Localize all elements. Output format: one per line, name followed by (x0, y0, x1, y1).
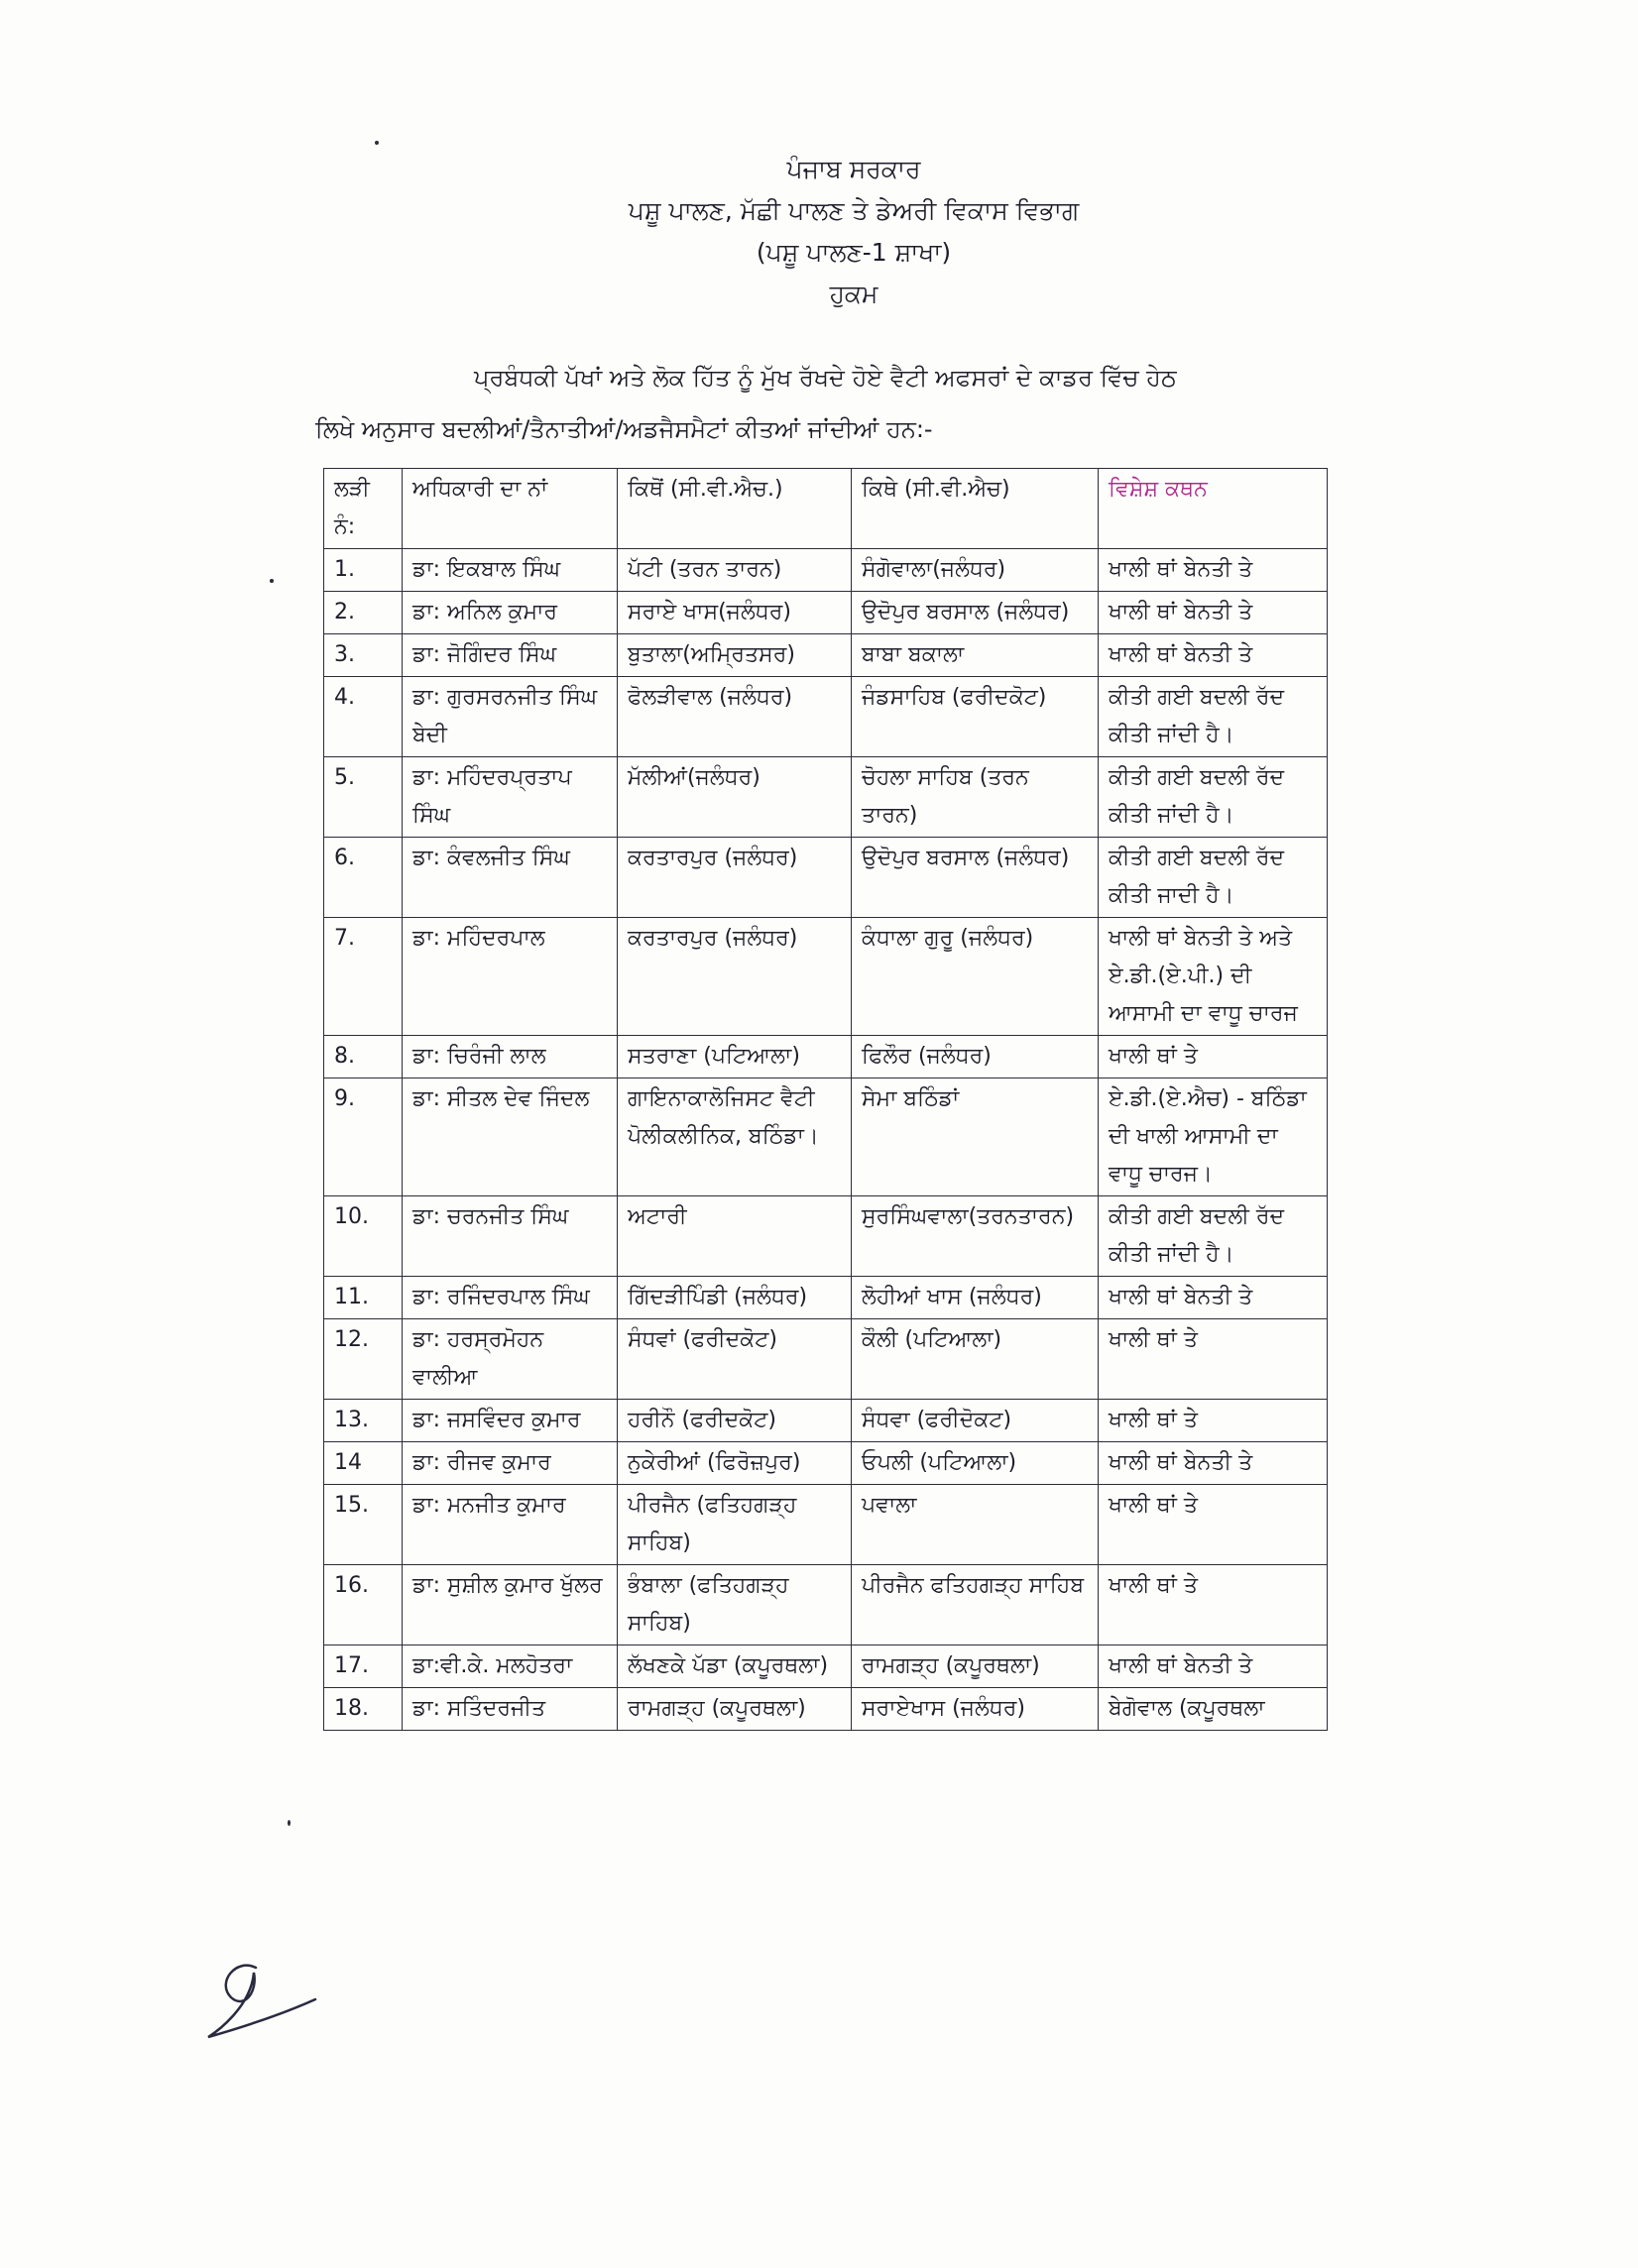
table-row (324, 1645, 1328, 1688)
row-remark: ਖਾਲੀ ਥਾਂ ਬੇਨਤੀ ਤੇ (1099, 1277, 1328, 1319)
row-remark: ਖਾਲੀ ਥਾਂ ਬੇਨਤੀ ਤੇ (1099, 1442, 1328, 1485)
scan-speck (270, 579, 274, 583)
table-row (324, 1036, 1328, 1078)
row-to: ਓਪਲੀ (ਪਟਿਆਲਾ) (852, 1442, 1099, 1485)
transfer-table (323, 468, 1328, 1731)
row-to: ਸੁਰਸਿੰਘਵਾਲਾ(ਤਰਨਤਾਰਨ) (852, 1196, 1099, 1277)
table-header-row (324, 469, 1328, 549)
row-serial: 1. (324, 549, 403, 592)
row-remark: ਖਾਲੀ ਥਾਂ ਤੇ (1099, 1565, 1328, 1645)
header-department: ਪਸ਼ੂ ਪਾਲਣ, ਮੱਛੀ ਪਾਲਣ ਤੇ ਡੇਅਰੀ ਵਿਕਾਸ ਵਿਭਾਗ (628, 196, 1080, 225)
row-serial: 7. (324, 918, 403, 1036)
row-from: ਮੱਲੀਆਂ(ਜਲੰਧਰ) (618, 757, 852, 838)
table-row (324, 838, 1328, 918)
row-from: ਨੁਕੇਰੀਆਂ (ਫਿਰੋਜ਼ਪੁਰ) (618, 1442, 852, 1485)
row-to: ਕੌਲੀ (ਪਟਿਆਲਾ) (852, 1319, 1099, 1400)
row-serial: 11. (324, 1277, 403, 1319)
row-to: ਕੰਧਾਲਾ ਗੁਰੂ (ਜਲੰਧਰ) (852, 918, 1099, 1036)
table-row (324, 918, 1328, 1036)
table-row (324, 1565, 1328, 1645)
table-row (324, 757, 1328, 838)
intro-line-2: ਲਿਖੇ ਅਨੁਸਾਰ ਬਦਲੀਆਂ/ਤੈਨਾਤੀਆਂ/ਅਡਜੈਸਮੈਟਾਂ ਕੀਤਆਂ ਜਾਂਦੀਆਂ ਹਨ:- (315, 415, 933, 443)
row-to: ਪਵਾਲਾ (852, 1485, 1099, 1565)
table-row (324, 1078, 1328, 1196)
row-remark: ਖਾਲੀ ਥਾਂ ਤੇ (1099, 1400, 1328, 1442)
table-row (324, 1319, 1328, 1400)
row-to: ਜੰਡਸਾਹਿਬ (ਫਰੀਦਕੋਟ) (852, 677, 1099, 757)
row-to: ਉਦੋਪੁਰ ਬਰਸਾਲ (ਜਲੰਧਰ) (852, 592, 1099, 634)
row-serial: 13. (324, 1400, 403, 1442)
col-header-from: ਕਿਥੋਂ (ਸੀ.ਵੀ.ਐਚ.) (618, 469, 852, 549)
row-officer-name: ਡਾ: ਕੰਵਲਜੀਤ ਸਿੰਘ (403, 838, 618, 918)
row-remark: ਖਾਲੀ ਥਾਂ ਬੇਨਤੀ ਤੇ ਅਤੇ ਏ.ਡੀ.(ਏ.ਪੀ.) ਦੀ ਆਸਾਮੀ ਦਾ ਵਾਧੂ ਚਾਰਜ (1099, 918, 1328, 1036)
table-row (324, 1485, 1328, 1565)
col-header-to: ਕਿਥੇ (ਸੀ.ਵੀ.ਐਚ) (852, 469, 1099, 549)
row-remark: ਖਾਲੀ ਥਾਂ ਤੇ (1099, 1036, 1328, 1078)
row-serial: 5. (324, 757, 403, 838)
row-remark: ਖਾਲੀ ਥਾਂ ਤੇ (1099, 1319, 1328, 1400)
row-from: ਪੀਰਜੈਨ (ਫਤਿਹਗੜ੍ਹ ਸਾਹਿਬ) (618, 1485, 852, 1565)
row-serial: 18. (324, 1688, 403, 1731)
row-to: ਫਿਲੌਰ (ਜਲੰਧਰ) (852, 1036, 1099, 1078)
row-remark: ਕੀਤੀ ਗਈ ਬਦਲੀ ਰੱਦ ਕੀਤੀ ਜਾਂਦੀ ਹੈ। (1099, 757, 1328, 838)
table-row (324, 1688, 1328, 1731)
handwritten-initial-mark (196, 1938, 325, 2047)
row-remark: ਕੀਤੀ ਗਈ ਬਦਲੀ ਰੱਦ ਕੀਤੀ ਜਾਂਦੀ ਹੈ। (1099, 1196, 1328, 1277)
row-remark: ਕੀਤੀ ਗਈ ਬਦਲੀ ਰੱਦ ਕੀਤੀ ਜਾਂਦੀ ਹੈ। (1099, 677, 1328, 757)
row-officer-name: ਡਾ: ਮਨਜੀਤ ਕੁਮਾਰ (403, 1485, 618, 1565)
table-row (324, 634, 1328, 677)
row-serial: 3. (324, 634, 403, 677)
row-to: ਰਾਮਗੜ੍ਹ (ਕਪੂਰਥਲਾ) (852, 1645, 1099, 1688)
row-officer-name: ਡਾ: ਸੀਤਲ ਦੇਵ ਜਿੰਦਲ (403, 1078, 618, 1196)
row-serial: 12. (324, 1319, 403, 1400)
row-from: ਫੋਲੜੀਵਾਲ (ਜਲੰਧਰ) (618, 677, 852, 757)
row-to: ਚੋਹਲਾ ਸਾਹਿਬ (ਤਰਨ ਤਾਰਨ) (852, 757, 1099, 838)
row-serial: 2. (324, 592, 403, 634)
row-officer-name: ਡਾ: ਸਤਿੰਦਰਜੀਤ (403, 1688, 618, 1731)
table-row (324, 1277, 1328, 1319)
table-row (324, 677, 1328, 757)
row-officer-name: ਡਾ:ਵੀ.ਕੇ. ਮਲਹੋਤਰਾ (403, 1645, 618, 1688)
row-officer-name: ਡਾ: ਇਕਬਾਲ ਸਿੰਘ (403, 549, 618, 592)
row-from: ਹਰੀਨੌ (ਫਰੀਦਕੋਟ) (618, 1400, 852, 1442)
row-remark: ਖਾਲੀ ਥਾਂ ਬੇਨਤੀ ਤੇ (1099, 634, 1328, 677)
row-serial: 9. (324, 1078, 403, 1196)
table-row (324, 1400, 1328, 1442)
row-officer-name: ਡਾ: ਹਰਸ੍ਰਮੋਹਨ ਵਾਲੀਆ (403, 1319, 618, 1400)
document-header (0, 149, 1638, 315)
intro-line-1: ਪ੍ਰਬੰਧਕੀ ਪੱਖਾਂ ਅਤੇ ਲੋਕ ਹਿੱਤ ਨੂੰ ਮੁੱਖ ਰੱਖਦੇ ਹੋਏ ਵੈਟੀ ਅਫਸਰਾਂ ਦੇ ਕਾਡਰ ਵਿੱਚ ਹੇਠ (474, 364, 1177, 392)
col-header-officer: ਅਧਿਕਾਰੀ ਦਾ ਨਾਂ (403, 469, 618, 549)
row-from: ਗਿੱਦੜੀਪਿੰਡੀ (ਜਲੰਧਰ) (618, 1277, 852, 1319)
header-branch: (ਪਸ਼ੂ ਪਾਲਣ-1 ਸ਼ਾਖਾ) (756, 238, 952, 267)
row-from: ਬੁਤਾਲਾ(ਅਮ੍ਰਿਤਸਰ) (618, 634, 852, 677)
row-to: ਸਰਾਏਖਾਸ (ਜਲੰਧਰ) (852, 1688, 1099, 1731)
table-row (324, 1442, 1328, 1485)
row-serial: 16. (324, 1565, 403, 1645)
row-to: ਸੰਗੋਵਾਲਾ(ਜਲੰਧਰ) (852, 549, 1099, 592)
scan-speck (288, 1820, 291, 1826)
table-row (324, 549, 1328, 592)
col-header-remarks: ਵਿਸ਼ੇਸ਼ ਕਥਨ (1099, 469, 1328, 549)
row-officer-name: ਡਾ: ਸੁਸ਼ੀਲ ਕੁਮਾਰ ਖੁੱਲਰ (403, 1565, 618, 1645)
row-serial: 17. (324, 1645, 403, 1688)
row-from: ਸੰਧਵਾਂ (ਫਰੀਦਕੋਟ) (618, 1319, 852, 1400)
header-government: ਪੰਜਾਬ ਸਰਕਾਰ (786, 155, 921, 183)
row-remark: ਖਾਲੀ ਥਾਂ ਤੇ (1099, 1485, 1328, 1565)
row-from: ਗਾਇਨਾਕਾਲੋਜਿਸਟ ਵੈਟੀ ਪੋਲੀਕਲੀਨਿਕ, ਬਠਿੰਡਾ। (618, 1078, 852, 1196)
row-remark: ਏ.ਡੀ.(ਏ.ਐਚ) - ਬਠਿੰਡਾ ਦੀ ਖਾਲੀ ਆਸਾਮੀ ਦਾ ਵਾਧੂ ਚਾਰਜ। (1099, 1078, 1328, 1196)
row-from: ਰਾਮਗੜ੍ਹ (ਕਪੂਰਥਲਾ) (618, 1688, 852, 1731)
row-remark: ਖਾਲੀ ਥਾਂ ਬੇਨਤੀ ਤੇ (1099, 1645, 1328, 1688)
row-to: ਸੰਧਵਾ (ਫਰੀਦੋਕਟ) (852, 1400, 1099, 1442)
row-serial: 10. (324, 1196, 403, 1277)
row-to: ਸੇਮਾ ਬਠਿੰਡਾਂ (852, 1078, 1099, 1196)
row-remark: ਖਾਲੀ ਥਾਂ ਬੇਨਤੀ ਤੇ (1099, 592, 1328, 634)
row-to: ਪੀਰਜੈਨ ਫਤਿਹਗੜ੍ਹ ਸਾਹਿਬ (852, 1565, 1099, 1645)
row-from: ਸਰਾਏ ਖਾਸ(ਜਲੰਧਰ) (618, 592, 852, 634)
row-officer-name: ਡਾ: ਰਜਿੰਦਰਪਾਲ ਸਿੰਘ (403, 1277, 618, 1319)
row-to: ਲੋਹੀਆਂ ਖਾਸ (ਜਲੰਧਰ) (852, 1277, 1099, 1319)
row-from: ਅਟਾਰੀ (618, 1196, 852, 1277)
row-serial: 14 (324, 1442, 403, 1485)
row-remark: ਬੇਗੋਵਾਲ (ਕਪੂਰਥਲਾ (1099, 1688, 1328, 1731)
row-from: ਸਤਰਾਣਾ (ਪਟਿਆਲਾ) (618, 1036, 852, 1078)
row-serial: 4. (324, 677, 403, 757)
row-from: ਪੱਟੀ (ਤਰਨ ਤਾਰਨ) (618, 549, 852, 592)
row-officer-name: ਡਾ: ਜੋਗਿੰਦਰ ਸਿੰਘ (403, 634, 618, 677)
row-officer-name: ਡਾ: ਅਨਿਲ ਕੁਮਾਰ (403, 592, 618, 634)
col-header-serial: ਲੜੀ ਨੰ: (324, 469, 403, 549)
table-row (324, 1196, 1328, 1277)
row-officer-name: ਡਾ: ਰੀਜਵ ਕੁਮਾਰ (403, 1442, 618, 1485)
row-remark: ਖਾਲੀ ਥਾਂ ਬੇਨਤੀ ਤੇ (1099, 549, 1328, 592)
table-row (324, 592, 1328, 634)
row-officer-name: ਡਾ: ਮਹਿੰਦਰਪਾਲ (403, 918, 618, 1036)
row-officer-name: ਡਾ: ਚਿਰੰਜੀ ਲਾਲ (403, 1036, 618, 1078)
row-serial: 8. (324, 1036, 403, 1078)
scan-speck (375, 141, 379, 145)
row-officer-name: ਡਾ: ਮਹਿੰਦਰਪ੍ਰਤਾਪ ਸਿੰਘ (403, 757, 618, 838)
row-officer-name: ਡਾ: ਚਰਨਜੀਤ ਸਿੰਘ (403, 1196, 618, 1277)
row-from: ਕਰਤਾਰਪੁਰ (ਜਲੰਧਰ) (618, 918, 852, 1036)
row-to: ਬਾਬਾ ਬਕਾਲਾ (852, 634, 1099, 677)
row-remark: ਕੀਤੀ ਗਈ ਬਦਲੀ ਰੱਦ ਕੀਤੀ ਜਾਦੀ ਹੈ। (1099, 838, 1328, 918)
row-officer-name: ਡਾ: ਜਸਵਿੰਦਰ ਕੁਮਾਰ (403, 1400, 618, 1442)
header-order-title: ਹੁਕਮ (829, 280, 878, 308)
row-to: ਉਦੋਪੁਰ ਬਰਸਾਲ (ਜਲੰਧਰ) (852, 838, 1099, 918)
intro-paragraph (315, 352, 1366, 455)
row-serial: 15. (324, 1485, 403, 1565)
row-serial: 6. (324, 838, 403, 918)
row-from: ਕਰਤਾਰਪੁਰ (ਜਲੰਧਰ) (618, 838, 852, 918)
row-from: ਲੱਖਣਕੇ ਪੱਡਾ (ਕਪੂਰਥਲਾ) (618, 1645, 852, 1688)
row-officer-name: ਡਾ: ਗੁਰਸਰਨਜੀਤ ਸਿੰਘ ਬੇਦੀ (403, 677, 618, 757)
row-from: ਭੰਬਾਲਾ (ਫਤਿਹਗੜ੍ਹ ਸਾਹਿਬ) (618, 1565, 852, 1645)
